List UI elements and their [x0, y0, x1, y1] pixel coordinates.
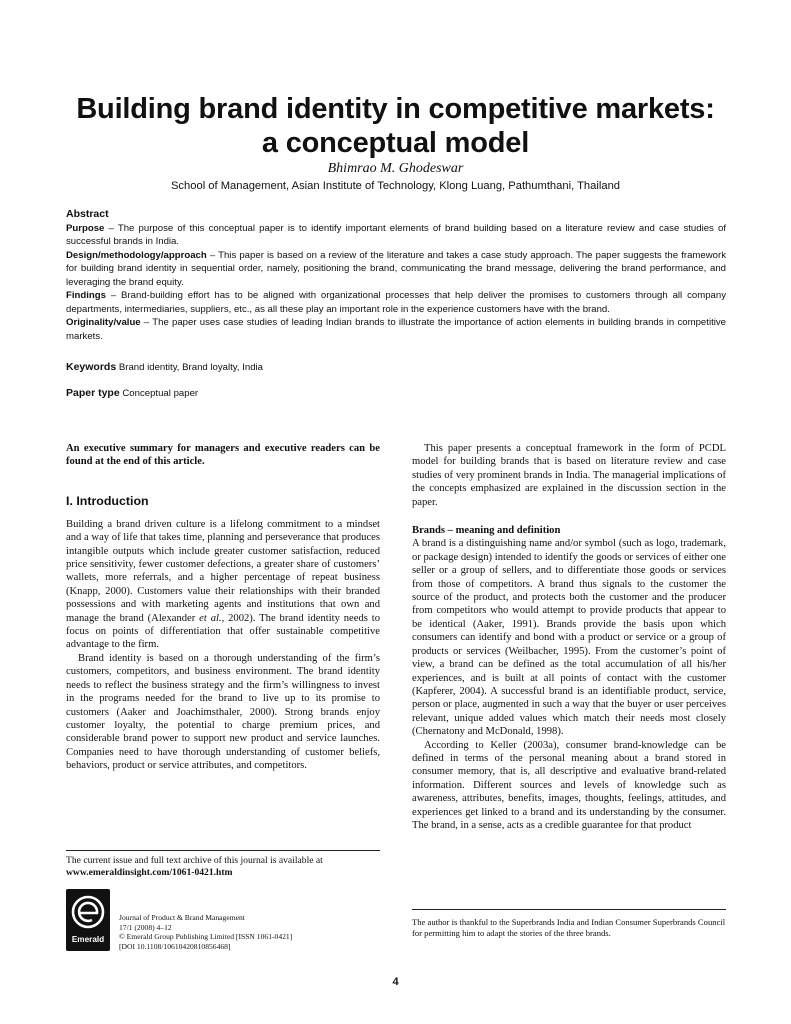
design-text: – This paper is based on a review of the literature and takes a case study approach. The paper suggests the framework for building brand identity in sequential order, namely, positioning the brand, communicating the brand message, delivering the brand performance, and leveraging the brand equity.	[66, 249, 726, 288]
intro-paragraph-2: Brand identity is based on a thorough understanding of the firm’s customers, competitors, and business environment. The brand identity needs to reflect the business strategy and the firm’s willingness to invest in the programs needed for the brand to live up to its promise to customers (Aaker and Joachimsthaler, 2000). Strong brands enjoy customer loyalty, the potential to charge premium prices, and considerable brand power to support new product and service launches. Companies need to have thorough understanding of customer beliefs, behaviors, product or service attributes, and competitors.	[66, 652, 380, 772]
abstract-originality	[66, 316, 726, 343]
paper-type-text: Conceptual paper	[119, 388, 199, 399]
paper-type-label: Paper type	[66, 387, 120, 399]
title-line-1: Building brand identity in competitive markets:	[76, 93, 715, 125]
design-label: Design/methodology/approach	[66, 249, 207, 261]
et-al: et al.	[199, 612, 222, 624]
acknowledgement-footnote: The author is thankful to the Superbrands India and Indian Consumer Superbrands Council for permitting him to adapt the stories of the three brands.	[412, 917, 726, 938]
abstract-design	[66, 249, 726, 290]
intro-paragraph-1-end: , 2002). The brand identity needs to focus on points of differentiation that offer sustainable competitive advantage to the firm.	[66, 612, 381, 651]
author-name: Bhimrao M. Ghodeswar	[327, 161, 464, 176]
section-heading-brands: Brands – meaning and definition	[412, 525, 561, 537]
title-line-2: a conceptual model	[261, 127, 530, 159]
emerald-logo	[66, 889, 110, 951]
journal-name: Journal of Product & Brand Management	[119, 913, 245, 922]
findings-label: Findings	[66, 290, 106, 301]
purpose-text: – The purpose of this conceptual paper is to identify important elements of brand building based on a literature review and case studies of successful brands in India.	[66, 222, 726, 247]
article-title	[40, 92, 751, 160]
intro-paragraph-1	[66, 518, 380, 652]
archive-url[interactable]: www.emeraldinsight.com/1061-0421.htm	[66, 867, 233, 878]
abstract-heading: Abstract	[66, 208, 109, 220]
purpose-label: Purpose	[66, 222, 105, 234]
brands-paragraph-1: A brand is a distinguishing name and/or symbol (such as logo, trademark, or package design) intended to identify the goods or services of either one seller or a group of sellers, and to differentiate those goods or services from those of competitors. A brand thus signals to the customer the source of the product, and protects both the customer and the producer from competitors who would attempt to provide products that appear to be identical (Aaker, 1991). Brands provide the basis upon which consumers can identify and bond with a product or service or a group of products or services (Weilbacher, 1995). From the customer’s point of view, a brand can be defined as the total accumulation of all his/her experiences, and is built at all points of contact with the customer (Kapferer, 2004). A successful brand is an identifiable product, service, person or place, augmented in such a way that the buyer or user perceives relevant, unique added values which match their needs most closely (Chernatony and McDonald, 1998).	[412, 538, 726, 738]
intro-paragraph-1-text: Building a brand driven culture is a lifelong commitment to a mindset and a way of life that takes time, planning and perseverance that produces intangible outputs which include greater customer satisfaction, reduced price sensitivity, fewer customer defections, a greater share of customers’ wallets, more referrals, and a higher percentage of repeat business (Knapp, 2000). Customers value their relationships with their branded possessions and with marketing agents and institutions that own and manage the brand (Alexander	[66, 518, 380, 624]
section-heading-introduction: I. Introduction	[66, 493, 149, 508]
archive-url-link[interactable]	[66, 867, 380, 879]
abstract-findings	[66, 289, 726, 316]
paper-type	[66, 387, 198, 399]
originality-text: – The paper uses case studies of leading Indian brands to illustrate the importance of action elements in building brands in competitive markets.	[66, 317, 726, 342]
divider-right	[412, 909, 726, 910]
brands-paragraph-2: According to Keller (2003a), consumer brand-knowledge can be defined in terms of the personal meaning about a brand stored in consumer memory, that is, all descriptive and evaluative brand-related information. Different sources and levels of knowledge such as awareness, attributes, benefits, images, thoughts, feelings, attitudes, and experiences get linked to a brand and its understanding by the consumer. The brand, in a sense, acts as a credible guarantee for that product	[412, 739, 726, 831]
journal-issue: 17/1 (2008) 4–12	[119, 922, 172, 932]
abstract-purpose	[66, 222, 726, 249]
emerald-logo-icon	[66, 889, 110, 935]
right-paragraph-1: This paper presents a conceptual framework in the form of PCDL model for building brands that is based on literature review and case studies of very prominent brands in India. The managerial implications of the concepts emphasized are explained in the discussion section in the paper.	[412, 443, 726, 508]
journal-copyright: © Emerald Group Publishing Limited [ISSN 1061-0421]	[119, 932, 293, 942]
archive-note	[66, 855, 380, 879]
keywords-text: Brand identity, Brand loyalty, India	[116, 362, 264, 373]
right-column	[412, 442, 726, 832]
journal-info	[119, 913, 292, 951]
left-column	[66, 442, 380, 773]
findings-text: – Brand-building effort has to be aligned with organizational processes that help deliver the promises to customers through all company departments, intermediaries, suppliers, etc., as all these play an important role in the experience customers have with the brand.	[66, 290, 726, 315]
abstract-block	[66, 208, 726, 343]
archive-note-text: The current issue and full text archive of this journal is available at	[66, 855, 323, 866]
logo-wordmark: Emerald	[71, 935, 105, 944]
journal-doi: [DOI 10.1108/10610420810856468]	[119, 941, 231, 951]
keywords-label: Keywords	[66, 361, 117, 373]
page-number: 4	[392, 976, 399, 988]
executive-summary-note: An executive summary for managers and executive readers can be found at the end of this article.	[66, 443, 380, 468]
author-affiliation: School of Management, Asian Institute of Technology, Klong Luang, Pathumthani, Thailand	[170, 180, 621, 192]
keywords	[66, 361, 263, 373]
originality-label: Originality/value	[66, 317, 141, 328]
divider-left	[66, 850, 380, 851]
